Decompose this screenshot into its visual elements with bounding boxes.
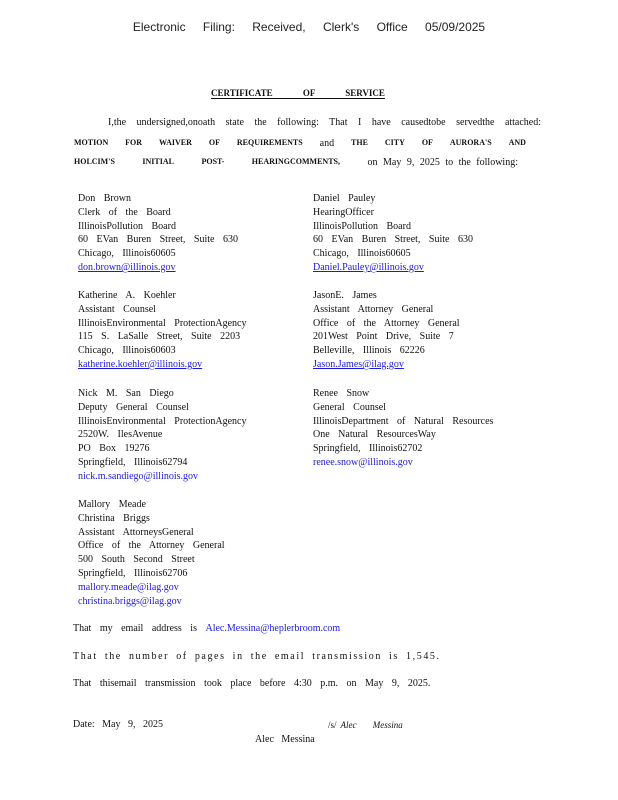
electronic-signature: /s/ Alec Messina <box>328 720 403 730</box>
recipient-email-link[interactable]: Jason.James@ilag.gov <box>313 358 404 370</box>
recipient-block-daniel-pauley: Daniel Pauley HearingOfficer IllinoisPollution Board 60 EVan Buren Street, Suite 630 Chicago, Illinois60605 Daniel.Pauley@illinois.gov <box>313 193 473 273</box>
sender-email-link[interactable]: Alec.Messina@heplerbroom.com <box>205 623 341 634</box>
recipient-email-link[interactable]: nick.m.sandiego@illinois.gov <box>78 470 199 482</box>
page-count-statement: That the number of pages in the email transmission is 1,545. <box>73 651 441 662</box>
motion-title-line-1: MOTION FOR WAIVER OF REQUIREMENTS and THE CITY OF AURORA'S AND <box>74 138 526 149</box>
transmission-time-statement: That thisemail transmission took place before 4:30 p.m. on May 9, 2025. <box>73 678 431 689</box>
signer-name: Alec Messina <box>255 734 315 745</box>
recipient-email-link[interactable]: renee.snow@illinois.gov <box>313 456 413 468</box>
recipient-block-katherine-koehler: Katherine A. Koehler Assistant Counsel IllinoisEnvironmental ProtectionAgency 115 S. LaSalle Street, Suite 2203 Chicago, Illinois60603 katherine.koehler@illinois.gov <box>78 290 247 370</box>
certificate-intro: I,the undersigned,onoath state the following: That I have causedtobe servedthe attached: <box>108 117 542 128</box>
email-statement: That my email address is Alec.Messina@heplerbroom.com <box>73 623 341 634</box>
signature-date: Date: May 9, 2025 <box>73 719 163 730</box>
filing-stamp-header: Electronic Filing: Received, Clerk's Office 05/09/2025 <box>132 20 486 34</box>
recipient-block-attorneys-general: Mallory Meade Christina Briggs Assistant AttorneysGeneral Office of the Attorney General 500 South Second Street Springfield, Illinois62706 mallory.meade@ilag.gov christina.briggs@ilag.gov <box>78 499 225 607</box>
recipient-email-link[interactable]: christina.briggs@ilag.gov <box>78 595 182 607</box>
recipient-email-link[interactable]: mallory.meade@ilag.gov <box>78 581 179 593</box>
recipient-block-renee-snow: Renee Snow General Counsel IllinoisDepartment of Natural Resources One Natural ResourcesWay Springfield, Illinois62702 renee.snow@illinois.gov <box>313 388 494 468</box>
recipient-email-link[interactable]: Daniel.Pauley@illinois.gov <box>313 261 424 273</box>
recipient-email-link[interactable]: katherine.koehler@illinois.gov <box>78 358 203 370</box>
certificate-title: CERTIFICATE OF SERVICE <box>211 88 385 98</box>
recipient-block-jason-james: JasonE. James Assistant Attorney General Office of the Attorney General 201West Point Drive, Suite 7 Belleville, Illinois 62226 Jason.James@ilag.gov <box>313 290 460 370</box>
motion-title-line-2: HOLCIM'S INITIAL POST- HEARINGCOMMENTS, on May 9, 2025 to the following: <box>74 157 518 168</box>
recipient-block-don-brown: Don Brown Clerk of the Board IllinoisPollution Board 60 EVan Buren Street, Suite 630 Chicago, Illinois60605 don.brown@illinois.gov <box>78 193 238 273</box>
recipient-email-link[interactable]: don.brown@illinois.gov <box>78 261 176 273</box>
recipient-block-nick-san-diego: Nick M. San Diego Deputy General Counsel IllinoisEnvironmental ProtectionAgency 2520W. IlesAvenue PO Box 19276 Springfield, Illinois62794 nick.m.sandiego@illinois.gov <box>78 388 247 482</box>
